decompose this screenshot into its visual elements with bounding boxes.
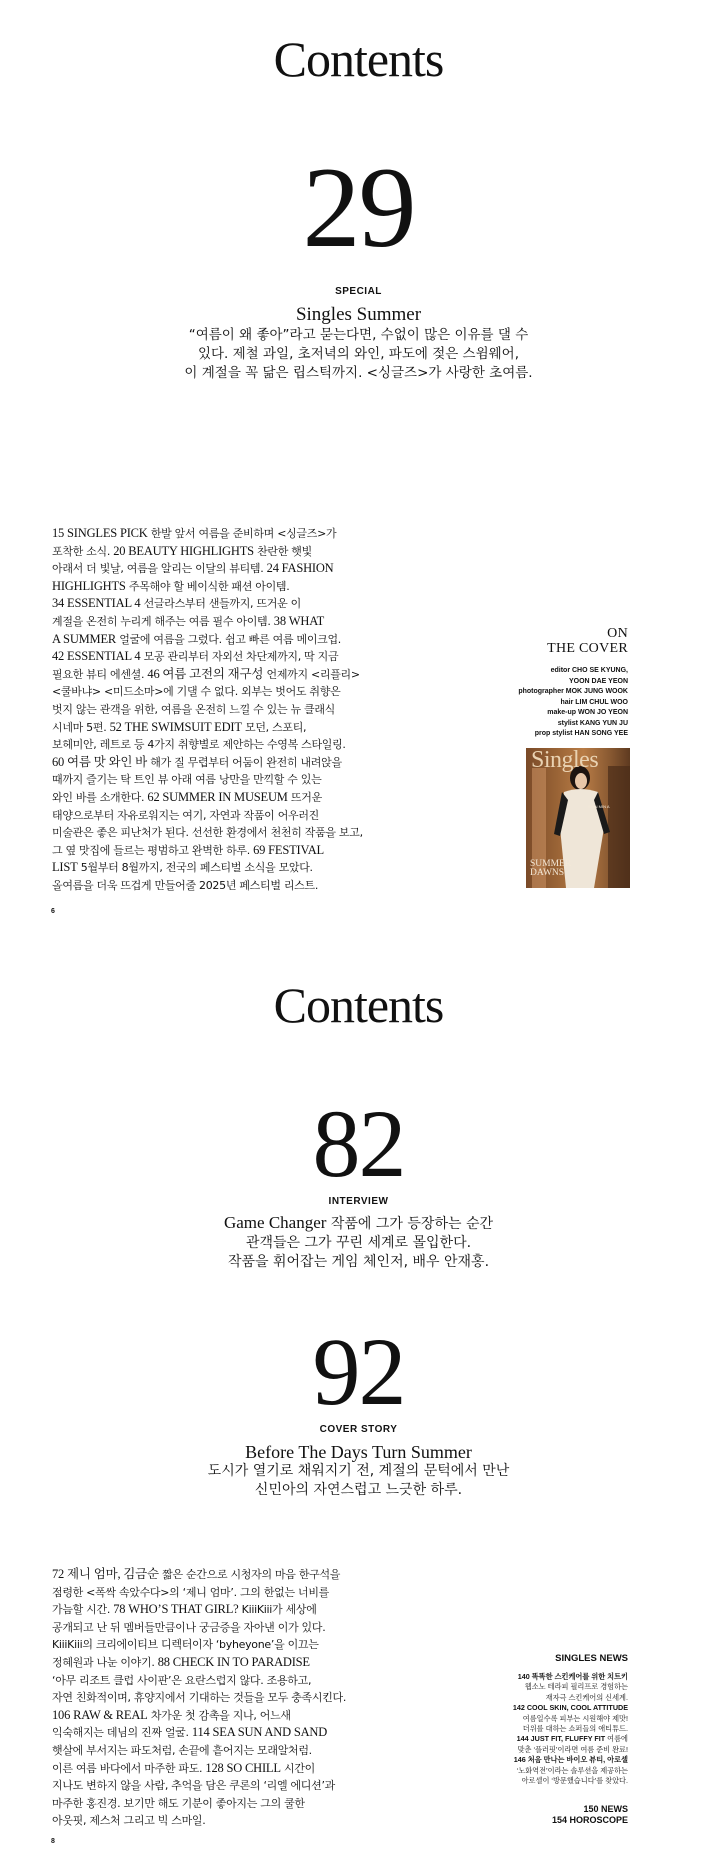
news-line [448, 1745, 628, 1755]
toc-entry-text: 미술관은 좋은 피난처가 된다. 선선한 환경에서 천천히 작품을 보고, [52, 826, 363, 840]
toc-entry-text: <쿨바냐> <미드소마>에 기댈 수 없다. 외부는 벗어도 취향은 [52, 685, 341, 699]
toc-entry-text: 아웃핏, 제스처 그리고 빅 스마일. [52, 1814, 206, 1828]
toc-entry-text: 찬란한 햇빛 [253, 544, 312, 558]
news-line [448, 1693, 628, 1703]
toc-entry-text: 뜨거운 [287, 790, 322, 804]
cover-heading [547, 626, 628, 656]
toc-line [52, 1584, 382, 1602]
toc-entry-title: 15 SINGLES PICK [52, 526, 148, 540]
news-line [448, 1766, 628, 1776]
toc-entry-title: 42 ESSENTIAL 4 [52, 649, 141, 664]
toc-entry-title: 88 CHECK IN TO PARADISE [157, 1654, 310, 1669]
news-item-text: 아로셀이 ‘방문했습니다’를 찾았다. [521, 1776, 628, 1786]
cover-heading-line: THE COVER [547, 641, 628, 656]
toc-entry-title: 46 여름 고전의 재구성 [147, 666, 264, 681]
toc-line [52, 1760, 382, 1778]
news-line [448, 1724, 628, 1734]
toc-entry-text: 아래서 더 빛날, 여름을 알리는 이달의 뷰티템. [52, 562, 267, 576]
toc-entry-text: 정혜원과 나눈 이야기. [52, 1655, 158, 1669]
toc-entry-title: 20 BEAUTY HIGHLIGHTS [113, 543, 254, 558]
toc-entry-title: 106 RAW & REAL [52, 1707, 148, 1722]
toc-entry-text: 시간이 [280, 1761, 315, 1775]
toc-entry-text: 보헤미안, 레트로 등 4가지 취향별로 제안하는 수영복 스타일링. [52, 738, 346, 752]
feature-label: COVER STORY [319, 1424, 398, 1435]
news-item-text: ‘노화역전’이라는 솔루션을 제공하는 [516, 1765, 628, 1775]
toc-line [52, 1566, 382, 1584]
feature-heading: Singles Summer [295, 304, 422, 325]
feature-description-line: 관객들은 그가 꾸린 세계로 몰입한다. [245, 1235, 472, 1251]
toc-line [52, 613, 382, 631]
toc-line [52, 683, 382, 701]
feature-description-line: “여름이 왜 좋아”라고 묻는다면, 수없이 많은 이유를 댈 수 [188, 327, 529, 343]
table-of-contents [52, 1566, 382, 1830]
feature-description-line: 신민아의 자연스럽고 느긋한 하루. [254, 1482, 463, 1498]
toc-entry-title: 38 WHAT [273, 613, 325, 628]
toc-entry-text: ‘아무 리조트 클럽 사이판’은 요란스럽지 않다. 조용하고, [52, 1673, 312, 1687]
news-line [448, 1714, 628, 1724]
toc-entry-text: 짧은 순간으로 시청자의 마음 한구석을 [158, 1568, 341, 1581]
page-number: 8 [51, 1838, 55, 1845]
feature-description-line: 작품을 휘어잡는 게임 체인저, 배우 안재홍. [227, 1254, 490, 1270]
cover-heading-line: ON [607, 626, 628, 641]
toc-entry-text: 차가운 첫 감촉을 지나, 어느새 [147, 1708, 291, 1722]
feature-description-line: 이 계절을 꼭 닮은 립스틱까지. <싱글즈>가 사랑한 초여름. [184, 365, 533, 381]
contents-title: Contents [273, 31, 444, 87]
toc-entry-text: 언제까지 <리플리> [263, 667, 360, 681]
toc-line [52, 1795, 382, 1813]
toc-entry-text: 올여름을 더욱 뜨겁게 만들어줄 2025년 페스티벌 리스트. [52, 878, 319, 892]
toc-entry-title: 114 SEA SUN AND SAND [191, 1725, 328, 1740]
toc-line [52, 754, 382, 772]
feature-label: SPECIAL [335, 286, 382, 297]
toc-entry-text: 이른 여름 바다에서 마주한 파도. [52, 1761, 206, 1775]
toc-entry-title: HIGHLIGHTS [52, 578, 126, 593]
toc-entry-title: 72 제니 엄마, 김금순 [52, 1567, 159, 1581]
toc-entry-text: 5월부터 8월까지, 전국의 페스티벌 소식을 모았다. [77, 861, 313, 875]
news-item-title: 146 처음 만나는 바이오 뷰티, 아로셀 [513, 1755, 628, 1765]
toc-entry-text: 시네마 5편. [52, 720, 110, 734]
cover-coverline: SUMMER DAWNS [530, 859, 572, 878]
credit-line: editor CHO SE KYUNG, [550, 667, 628, 674]
toc-entry-text: 와인 바를 소개한다. [52, 790, 148, 804]
feature-description-line: 도시가 열기로 채워지기 전, 계절의 문턱에서 만난 [207, 1463, 510, 1479]
singles-news [448, 1653, 628, 1826]
feature-description [0, 1213, 717, 1272]
toc-line [52, 877, 382, 895]
toc-line [52, 631, 382, 649]
toc-entry-text: 모던, 스포티, [241, 720, 307, 734]
news-item-title: 140 똑똑한 스킨케어를 위한 치트키 [517, 1672, 628, 1681]
toc-entry-text: 얼굴에 여름을 그렸다. 쉽고 빠른 여름 메이크업. [116, 632, 342, 646]
toc-entry-text: KiiiKiii의 크리에이티브 디렉터이자 ‘byheyone’을 이끄는 [52, 1638, 319, 1652]
toc-entry-text: 익숙해지는 데님의 진짜 얼굴. [52, 1726, 192, 1740]
toc-entry-text: 계절을 온전히 누리게 해주는 여름 필수 아이템. [52, 614, 274, 628]
news-item-text: 여름일수록 피부는 시원해야 제맛! [522, 1713, 628, 1723]
news-footer-item: 154 HOROSCOPE [551, 1815, 628, 1826]
news-title: SINGLES NEWS [555, 1653, 628, 1664]
toc-entry-text: 그 옆 맛집에 들르는 평범하고 완벽한 하루. [52, 843, 254, 857]
toc-line [52, 595, 382, 613]
news-item-text: 웹소노 테라피 필리프로 경험하는 [524, 1682, 628, 1692]
feature-description-line: 있다. 제철 과일, 초저녁의 와인, 파도에 젖은 스윔웨어, [197, 346, 520, 362]
news-item-text: 더위를 대하는 쇼퍼들의 애티튜드. [522, 1724, 628, 1734]
toc-line [52, 1707, 382, 1725]
toc-entry-text: 공개되고 난 뒤 멤버들만큼이나 궁금증을 자아낸 이가 있다. [52, 1620, 326, 1634]
news-line [448, 1703, 628, 1713]
credit-line: hair LIM CHUL WOO [560, 698, 628, 706]
cover-masthead: Singles [531, 748, 599, 773]
toc-line [52, 560, 382, 578]
contents-title: Contents [273, 977, 444, 1033]
credit-line: prop stylist HAN SONG YEE [534, 730, 628, 737]
toc-entry-text: 선글라스부터 샌들까지, 뜨거운 이 [140, 597, 301, 611]
toc-line [52, 736, 382, 754]
credit-line: make-up WON JO YEON [547, 709, 628, 716]
news-line [448, 1776, 628, 1786]
news-item-title: 144 JUST FIT, FLUFFY FIT [516, 1734, 606, 1744]
news-line [448, 1672, 628, 1682]
toc-entry-title: 52 THE SWIMSUIT EDIT [109, 719, 242, 734]
table-of-contents [52, 525, 382, 894]
toc-entry-text: 점령한 <폭싹 속았수다>의 ‘제니 엄마’. 그의 한없는 너비를 [52, 1585, 329, 1599]
toc-line [52, 807, 382, 825]
news-list [448, 1672, 628, 1786]
credit-line: photographer MOK JUNG WOOK [518, 688, 628, 695]
toc-line [52, 1689, 382, 1707]
toc-entry-text: KiiiKiii가 세상에 [238, 1603, 317, 1617]
toc-entry-text: 햇살에 부서지는 파도처럼, 손끝에 흩어지는 모래알처럼. [52, 1743, 312, 1757]
toc-line [52, 543, 382, 561]
toc-line [52, 1672, 382, 1690]
toc-entry-title: A SUMMER [52, 631, 117, 646]
toc-entry-text: 마주한 홍진경. 보기만 해도 기분이 좋아지는 그의 쿨한 [52, 1796, 305, 1810]
toc-line [52, 859, 382, 877]
toc-line [52, 1724, 382, 1742]
feature-page-number: 29 [302, 144, 415, 272]
toc-entry-text: 태양으로부터 자유로워지는 여기, 자연과 작품이 어우러진 [52, 808, 320, 822]
feature-description [0, 1462, 717, 1500]
toc-line [52, 1636, 382, 1654]
toc-line [52, 525, 382, 543]
toc-line [52, 1619, 382, 1637]
toc-entry-text: 벗지 않는 관객을 위한, 여름을 온전히 느낄 수 있는 뉴 클래식 [52, 702, 335, 716]
toc-line [52, 1654, 382, 1672]
toc-entry-title: 78 WHO’S THAT GIRL? [113, 1602, 239, 1617]
toc-entry-title: 24 FASHION [266, 561, 334, 576]
news-footer [448, 1804, 628, 1826]
news-line [448, 1682, 628, 1692]
cover-image [526, 748, 630, 888]
toc-line [52, 701, 382, 719]
news-line [448, 1755, 628, 1765]
toc-entry-text: 지나도 변하지 않을 사람, 추억을 담은 쿠론의 ‘리엘 에디션’과 [52, 1779, 335, 1793]
news-item-text: 맞춘 ‘플러핏’이라면 여름 준비 완료! [517, 1744, 628, 1754]
toc-entry-text: 한발 앞서 여름을 준비하며 <싱글즈>가 [147, 527, 337, 540]
page-number: 6 [51, 908, 55, 915]
feature-description [0, 326, 717, 383]
toc-entry-text: 해가 질 무렵부터 어둠이 완전히 내려앉을 [147, 755, 342, 769]
toc-line [52, 789, 382, 807]
toc-entry-title: LIST [52, 860, 78, 875]
feature-label: INTERVIEW [328, 1196, 389, 1207]
feature-description-line [0, 1213, 717, 1234]
toc-entry-text: 가늠할 시간. [52, 1603, 114, 1617]
news-item-text: 재자극 스킨케어의 신세계. [545, 1692, 628, 1702]
toc-line [52, 1601, 382, 1619]
toc-line [52, 1812, 382, 1830]
credit-line: YOON DAE YEON [569, 677, 628, 685]
feature-heading: Before The Days Turn Summer [245, 1442, 472, 1462]
cover-name: SHIN MIN A [588, 804, 610, 809]
toc-entry-title: 34 ESSENTIAL 4 [52, 596, 141, 611]
toc-line [52, 648, 382, 666]
toc-line [52, 666, 382, 684]
toc-entry-text: 포착한 소식. [52, 544, 114, 558]
news-line [448, 1734, 628, 1744]
cover-credits [518, 666, 628, 740]
credit-line: stylist KANG YUN JU [557, 719, 628, 727]
toc-entry-title: 128 SO CHILL [205, 1760, 281, 1775]
feature-page-number: 82 [312, 1090, 405, 1197]
toc-line [52, 578, 382, 596]
toc-entry-text: 자연 친화적이며, 휴양지에서 기대하는 것들을 모두 충족시킨다. [52, 1691, 347, 1705]
feature-heading: Game Changer [223, 1213, 327, 1232]
toc-line [52, 1777, 382, 1795]
toc-entry-text: 주목해야 할 베이식한 패션 아이템. [125, 579, 290, 593]
toc-line [52, 719, 382, 737]
toc-entry-text: 때까지 즐기는 탁 트인 뷰 아래 여름 낭만을 만끽할 수 있는 [52, 773, 322, 787]
toc-line [52, 771, 382, 789]
toc-entry-text: 모공 관리부터 자외선 차단제까지, 딱 지금 [140, 650, 339, 664]
toc-line [52, 1742, 382, 1760]
toc-line [52, 824, 382, 842]
news-item-text: 여름에 [605, 1734, 628, 1744]
news-item-title: 142 COOL SKIN, COOL ATTITUDE [512, 1703, 628, 1713]
toc-entry-title: 69 FESTIVAL [253, 842, 324, 857]
toc-entry-text: 필요한 뷰티 에센셜. [52, 667, 148, 681]
feature-description-text: 작품에 그가 등장하는 순간 [326, 1216, 493, 1232]
toc-line [52, 842, 382, 860]
news-footer-item: 150 NEWS [583, 1804, 628, 1815]
feature-page-number: 92 [312, 1318, 405, 1425]
toc-entry-title: 60 여름 맛 와인 바 [52, 754, 148, 769]
toc-entry-title: 62 SUMMER IN MUSEUM [147, 789, 288, 804]
